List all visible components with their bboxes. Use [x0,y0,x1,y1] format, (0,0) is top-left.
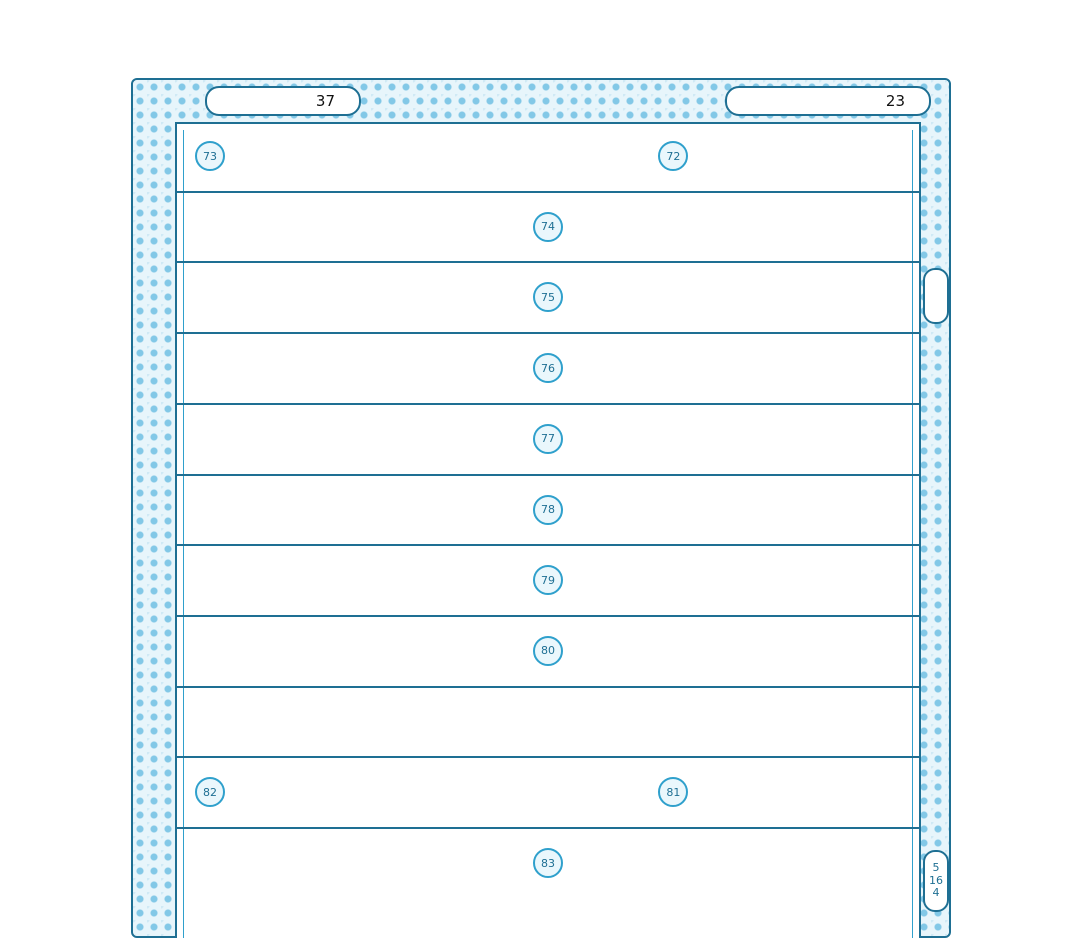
verse-line [185,124,911,188]
line-divider [175,544,921,546]
line-divider [175,332,921,334]
ruku-top: 5 [932,861,940,875]
ayah-number-marker: 78 [533,495,563,525]
line-divider [175,756,921,758]
line-divider [175,191,921,193]
verse-line [185,195,911,259]
ayah-number-marker: 81 [658,777,688,807]
verse-line [185,619,911,683]
line-divider [175,261,921,263]
verse-line [185,548,911,612]
ayah-number-marker: 80 [533,636,563,666]
ruku-mid: 16 [929,873,943,887]
ayah-number-marker: 73 [195,141,225,171]
verse-line [185,407,911,471]
line-divider [175,615,921,617]
surah-header [205,86,361,116]
waqf-side-tag [923,268,949,324]
juz-header [725,86,931,116]
line-divider [175,827,921,829]
ayah-number-marker: 79 [533,565,563,595]
ayah-number-marker: 72 [658,141,688,171]
line-divider [175,403,921,405]
ayah-number-marker: 76 [533,353,563,383]
line-divider [175,474,921,476]
ayah-number-marker: 75 [533,282,563,312]
verse-line [185,265,911,329]
verse-line [185,690,911,754]
line-divider [175,686,921,688]
verse-line [185,336,911,400]
ayah-number-marker: 74 [533,212,563,242]
ayah-number-marker: 82 [195,777,225,807]
surah-number: 37 [315,92,335,110]
verse-line [185,760,911,824]
ruku-marker [923,850,949,912]
ayah-number-marker: 83 [533,848,563,878]
juz-number: 23 [885,92,905,110]
ruku-bottom: 4 [932,886,940,900]
ayah-number-marker: 77 [533,424,563,454]
verse-line [185,831,911,895]
verse-line [185,478,911,542]
mushaf-page-frame [131,78,951,938]
